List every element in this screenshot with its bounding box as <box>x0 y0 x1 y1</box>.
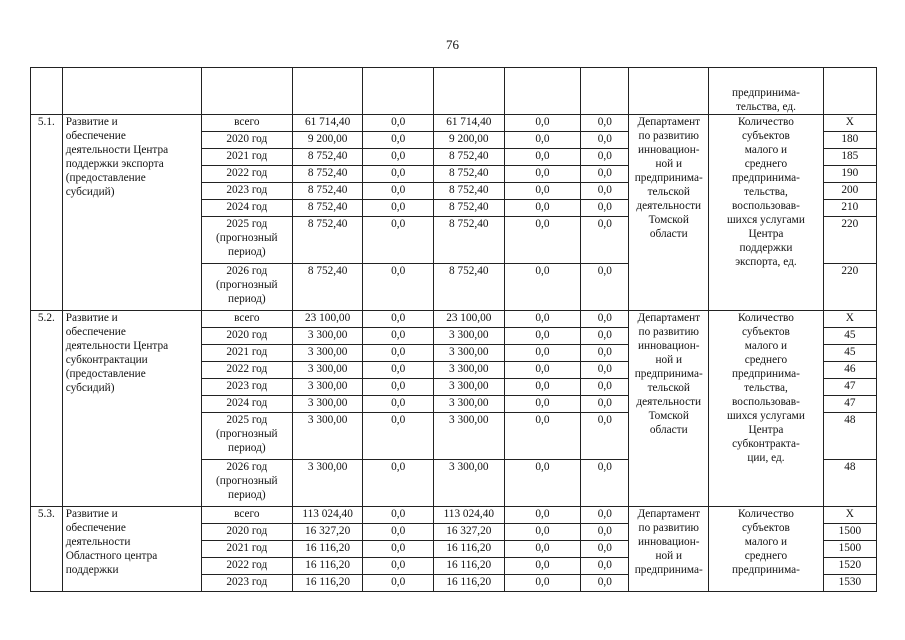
table-row <box>31 311 877 328</box>
indicator-value-cell: 45 <box>823 345 876 362</box>
other-cell: 0,0 <box>581 115 629 132</box>
total-cell: 8 752,40 <box>292 264 363 311</box>
indicator-cell: Количество субъектов малого и среднего предпринима- <box>709 507 824 592</box>
total-cell: 8 752,40 <box>292 200 363 217</box>
other-cell: 0,0 <box>581 264 629 311</box>
period-cell: 2025 год (прогнозный период) <box>201 413 292 460</box>
federal-cell: 0,0 <box>363 460 434 507</box>
total-cell: 16 327,20 <box>292 524 363 541</box>
period-cell: 2026 год (прогнозный период) <box>201 264 292 311</box>
regional-cell: 8 752,40 <box>434 217 505 264</box>
indicator-value-cell: 47 <box>823 396 876 413</box>
federal-cell: 0,0 <box>363 379 434 396</box>
regional-cell: 61 714,40 <box>434 115 505 132</box>
indicator-value-cell: Х <box>823 115 876 132</box>
period-cell: 2023 год <box>201 183 292 200</box>
indicator-value-cell: 48 <box>823 460 876 507</box>
indicator-value-cell: 180 <box>823 132 876 149</box>
period-cell: 2023 год <box>201 575 292 592</box>
federal-cell: 0,0 <box>363 396 434 413</box>
period-cell: 2024 год <box>201 396 292 413</box>
local-cell: 0,0 <box>504 362 581 379</box>
local-cell: 0,0 <box>504 558 581 575</box>
other-cell: 0,0 <box>581 166 629 183</box>
other-cell: 0,0 <box>581 558 629 575</box>
indicator-value-cell: 48 <box>823 413 876 460</box>
regional-cell: 3 300,00 <box>434 379 505 396</box>
total-cell: 3 300,00 <box>292 379 363 396</box>
indicator-value-cell: 220 <box>823 264 876 311</box>
other-cell: 0,0 <box>581 362 629 379</box>
other-cell: 0,0 <box>581 413 629 460</box>
federal-cell: 0,0 <box>363 362 434 379</box>
regional-cell: 16 116,20 <box>434 575 505 592</box>
other-cell: 0,0 <box>581 311 629 328</box>
period-cell: 2025 год (прогнозный период) <box>201 217 292 264</box>
local-cell: 0,0 <box>504 379 581 396</box>
section-number: 5.2. <box>31 311 63 507</box>
total-cell: 61 714,40 <box>292 115 363 132</box>
table-row <box>31 115 877 132</box>
empty-cell <box>581 68 629 115</box>
regional-cell: 16 116,20 <box>434 558 505 575</box>
other-cell: 0,0 <box>581 345 629 362</box>
indicator-value-cell: 47 <box>823 379 876 396</box>
page-number: 76 <box>446 37 459 52</box>
indicator-value-cell: 200 <box>823 183 876 200</box>
period-cell: 2024 год <box>201 200 292 217</box>
total-cell: 16 116,20 <box>292 541 363 558</box>
period-cell: 2022 год <box>201 362 292 379</box>
total-cell: 23 100,00 <box>292 311 363 328</box>
federal-cell: 0,0 <box>363 311 434 328</box>
indicator-value-cell: 185 <box>823 149 876 166</box>
total-cell: 3 300,00 <box>292 328 363 345</box>
empty-cell <box>292 68 363 115</box>
other-cell: 0,0 <box>581 541 629 558</box>
local-cell: 0,0 <box>504 328 581 345</box>
indicator-value-cell: 220 <box>823 217 876 264</box>
table-row <box>31 507 877 524</box>
period-cell: всего <box>201 311 292 328</box>
federal-cell: 0,0 <box>363 524 434 541</box>
local-cell: 0,0 <box>504 413 581 460</box>
indicator-value-cell: 1530 <box>823 575 876 592</box>
period-cell: 2020 год <box>201 328 292 345</box>
total-cell: 3 300,00 <box>292 362 363 379</box>
regional-cell: 3 300,00 <box>434 328 505 345</box>
regional-cell: 3 300,00 <box>434 345 505 362</box>
total-cell: 8 752,40 <box>292 183 363 200</box>
federal-cell: 0,0 <box>363 166 434 183</box>
period-cell: 2023 год <box>201 379 292 396</box>
indicator-value-cell: 1500 <box>823 541 876 558</box>
period-cell: 2020 год <box>201 132 292 149</box>
local-cell: 0,0 <box>504 264 581 311</box>
indicator-value-cell: 210 <box>823 200 876 217</box>
local-cell: 0,0 <box>504 115 581 132</box>
empty-cell <box>62 68 201 115</box>
program-table <box>30 67 877 592</box>
section-name: Развитие и обеспечение деятельности Центра субконтрактации (предоставление субсидий) <box>62 311 201 507</box>
local-cell: 0,0 <box>504 200 581 217</box>
section-name: Развитие и обеспечение деятельности Центра поддержки экспорта (предоставление субсидий) <box>62 115 201 311</box>
other-cell: 0,0 <box>581 328 629 345</box>
local-cell: 0,0 <box>504 541 581 558</box>
local-cell: 0,0 <box>504 524 581 541</box>
federal-cell: 0,0 <box>363 575 434 592</box>
local-cell: 0,0 <box>504 149 581 166</box>
indicator-tail-cell: предпринима- тельства, ед. <box>709 68 824 115</box>
local-cell: 0,0 <box>504 507 581 524</box>
federal-cell: 0,0 <box>363 183 434 200</box>
federal-cell: 0,0 <box>363 115 434 132</box>
indicator-cell: Количество субъектов малого и среднего предпринима- тельства, воспользовав- шихся услугами Центра поддержки экспорта, ед. <box>709 115 824 311</box>
other-cell: 0,0 <box>581 524 629 541</box>
indicator-value-cell: 45 <box>823 328 876 345</box>
other-cell: 0,0 <box>581 507 629 524</box>
indicator-value-cell: 46 <box>823 362 876 379</box>
federal-cell: 0,0 <box>363 541 434 558</box>
federal-cell: 0,0 <box>363 132 434 149</box>
regional-cell: 113 024,40 <box>434 507 505 524</box>
regional-cell: 16 327,20 <box>434 524 505 541</box>
other-cell: 0,0 <box>581 200 629 217</box>
department-cell: Департамент по развитию инновацион- ной и предпринима- <box>629 507 709 592</box>
local-cell: 0,0 <box>504 166 581 183</box>
other-cell: 0,0 <box>581 396 629 413</box>
other-cell: 0,0 <box>581 460 629 507</box>
section-number: 5.3. <box>31 507 63 592</box>
regional-cell: 9 200,00 <box>434 132 505 149</box>
empty-cell <box>629 68 709 115</box>
period-cell: 2021 год <box>201 345 292 362</box>
indicator-cell: Количество субъектов малого и среднего предпринима- тельства, воспользовав- шихся услугами Центра субконтракта- ции, ед. <box>709 311 824 507</box>
regional-cell: 8 752,40 <box>434 200 505 217</box>
section-number: 5.1. <box>31 115 63 311</box>
regional-cell: 3 300,00 <box>434 362 505 379</box>
federal-cell: 0,0 <box>363 328 434 345</box>
period-cell: всего <box>201 507 292 524</box>
federal-cell: 0,0 <box>363 413 434 460</box>
federal-cell: 0,0 <box>363 200 434 217</box>
regional-cell: 8 752,40 <box>434 264 505 311</box>
local-cell: 0,0 <box>504 311 581 328</box>
period-cell: 2026 год (прогнозный период) <box>201 460 292 507</box>
total-cell: 8 752,40 <box>292 149 363 166</box>
total-cell: 8 752,40 <box>292 217 363 264</box>
other-cell: 0,0 <box>581 575 629 592</box>
local-cell: 0,0 <box>504 183 581 200</box>
other-cell: 0,0 <box>581 217 629 264</box>
other-cell: 0,0 <box>581 132 629 149</box>
other-cell: 0,0 <box>581 183 629 200</box>
indicator-value-cell: 1520 <box>823 558 876 575</box>
federal-cell: 0,0 <box>363 149 434 166</box>
period-cell: всего <box>201 115 292 132</box>
federal-cell: 0,0 <box>363 345 434 362</box>
federal-cell: 0,0 <box>363 558 434 575</box>
period-cell: 2020 год <box>201 524 292 541</box>
federal-cell: 0,0 <box>363 217 434 264</box>
other-cell: 0,0 <box>581 149 629 166</box>
local-cell: 0,0 <box>504 345 581 362</box>
total-cell: 9 200,00 <box>292 132 363 149</box>
total-cell: 3 300,00 <box>292 345 363 362</box>
total-cell: 8 752,40 <box>292 166 363 183</box>
indicator-value-cell: 1500 <box>823 524 876 541</box>
federal-cell: 0,0 <box>363 264 434 311</box>
period-cell: 2021 год <box>201 541 292 558</box>
regional-cell: 16 116,20 <box>434 541 505 558</box>
department-cell: Департамент по развитию инновацион- ной и предпринима- тельской деятельности Томской области <box>629 115 709 311</box>
total-cell: 3 300,00 <box>292 413 363 460</box>
local-cell: 0,0 <box>504 396 581 413</box>
indicator-value-cell: Х <box>823 507 876 524</box>
indicator-value-cell: 190 <box>823 166 876 183</box>
total-cell: 3 300,00 <box>292 460 363 507</box>
regional-cell: 3 300,00 <box>434 460 505 507</box>
empty-cell <box>504 68 581 115</box>
section-name: Развитие и обеспечение деятельности Областного центра поддержки <box>62 507 201 592</box>
total-cell: 113 024,40 <box>292 507 363 524</box>
period-cell: 2022 год <box>201 166 292 183</box>
department-cell: Департамент по развитию инновацион- ной и предпринима- тельской деятельности Томской области <box>629 311 709 507</box>
local-cell: 0,0 <box>504 575 581 592</box>
continuation-row <box>31 68 877 115</box>
empty-cell <box>201 68 292 115</box>
regional-cell: 23 100,00 <box>434 311 505 328</box>
indicator-value-cell: Х <box>823 311 876 328</box>
empty-cell <box>823 68 876 115</box>
local-cell: 0,0 <box>504 217 581 264</box>
regional-cell: 3 300,00 <box>434 413 505 460</box>
empty-cell <box>434 68 505 115</box>
regional-cell: 8 752,40 <box>434 149 505 166</box>
empty-cell <box>363 68 434 115</box>
empty-cell <box>31 68 63 115</box>
total-cell: 3 300,00 <box>292 396 363 413</box>
local-cell: 0,0 <box>504 460 581 507</box>
period-cell: 2021 год <box>201 149 292 166</box>
total-cell: 16 116,20 <box>292 558 363 575</box>
period-cell: 2022 год <box>201 558 292 575</box>
total-cell: 16 116,20 <box>292 575 363 592</box>
federal-cell: 0,0 <box>363 507 434 524</box>
regional-cell: 8 752,40 <box>434 183 505 200</box>
regional-cell: 3 300,00 <box>434 396 505 413</box>
local-cell: 0,0 <box>504 132 581 149</box>
other-cell: 0,0 <box>581 379 629 396</box>
regional-cell: 8 752,40 <box>434 166 505 183</box>
